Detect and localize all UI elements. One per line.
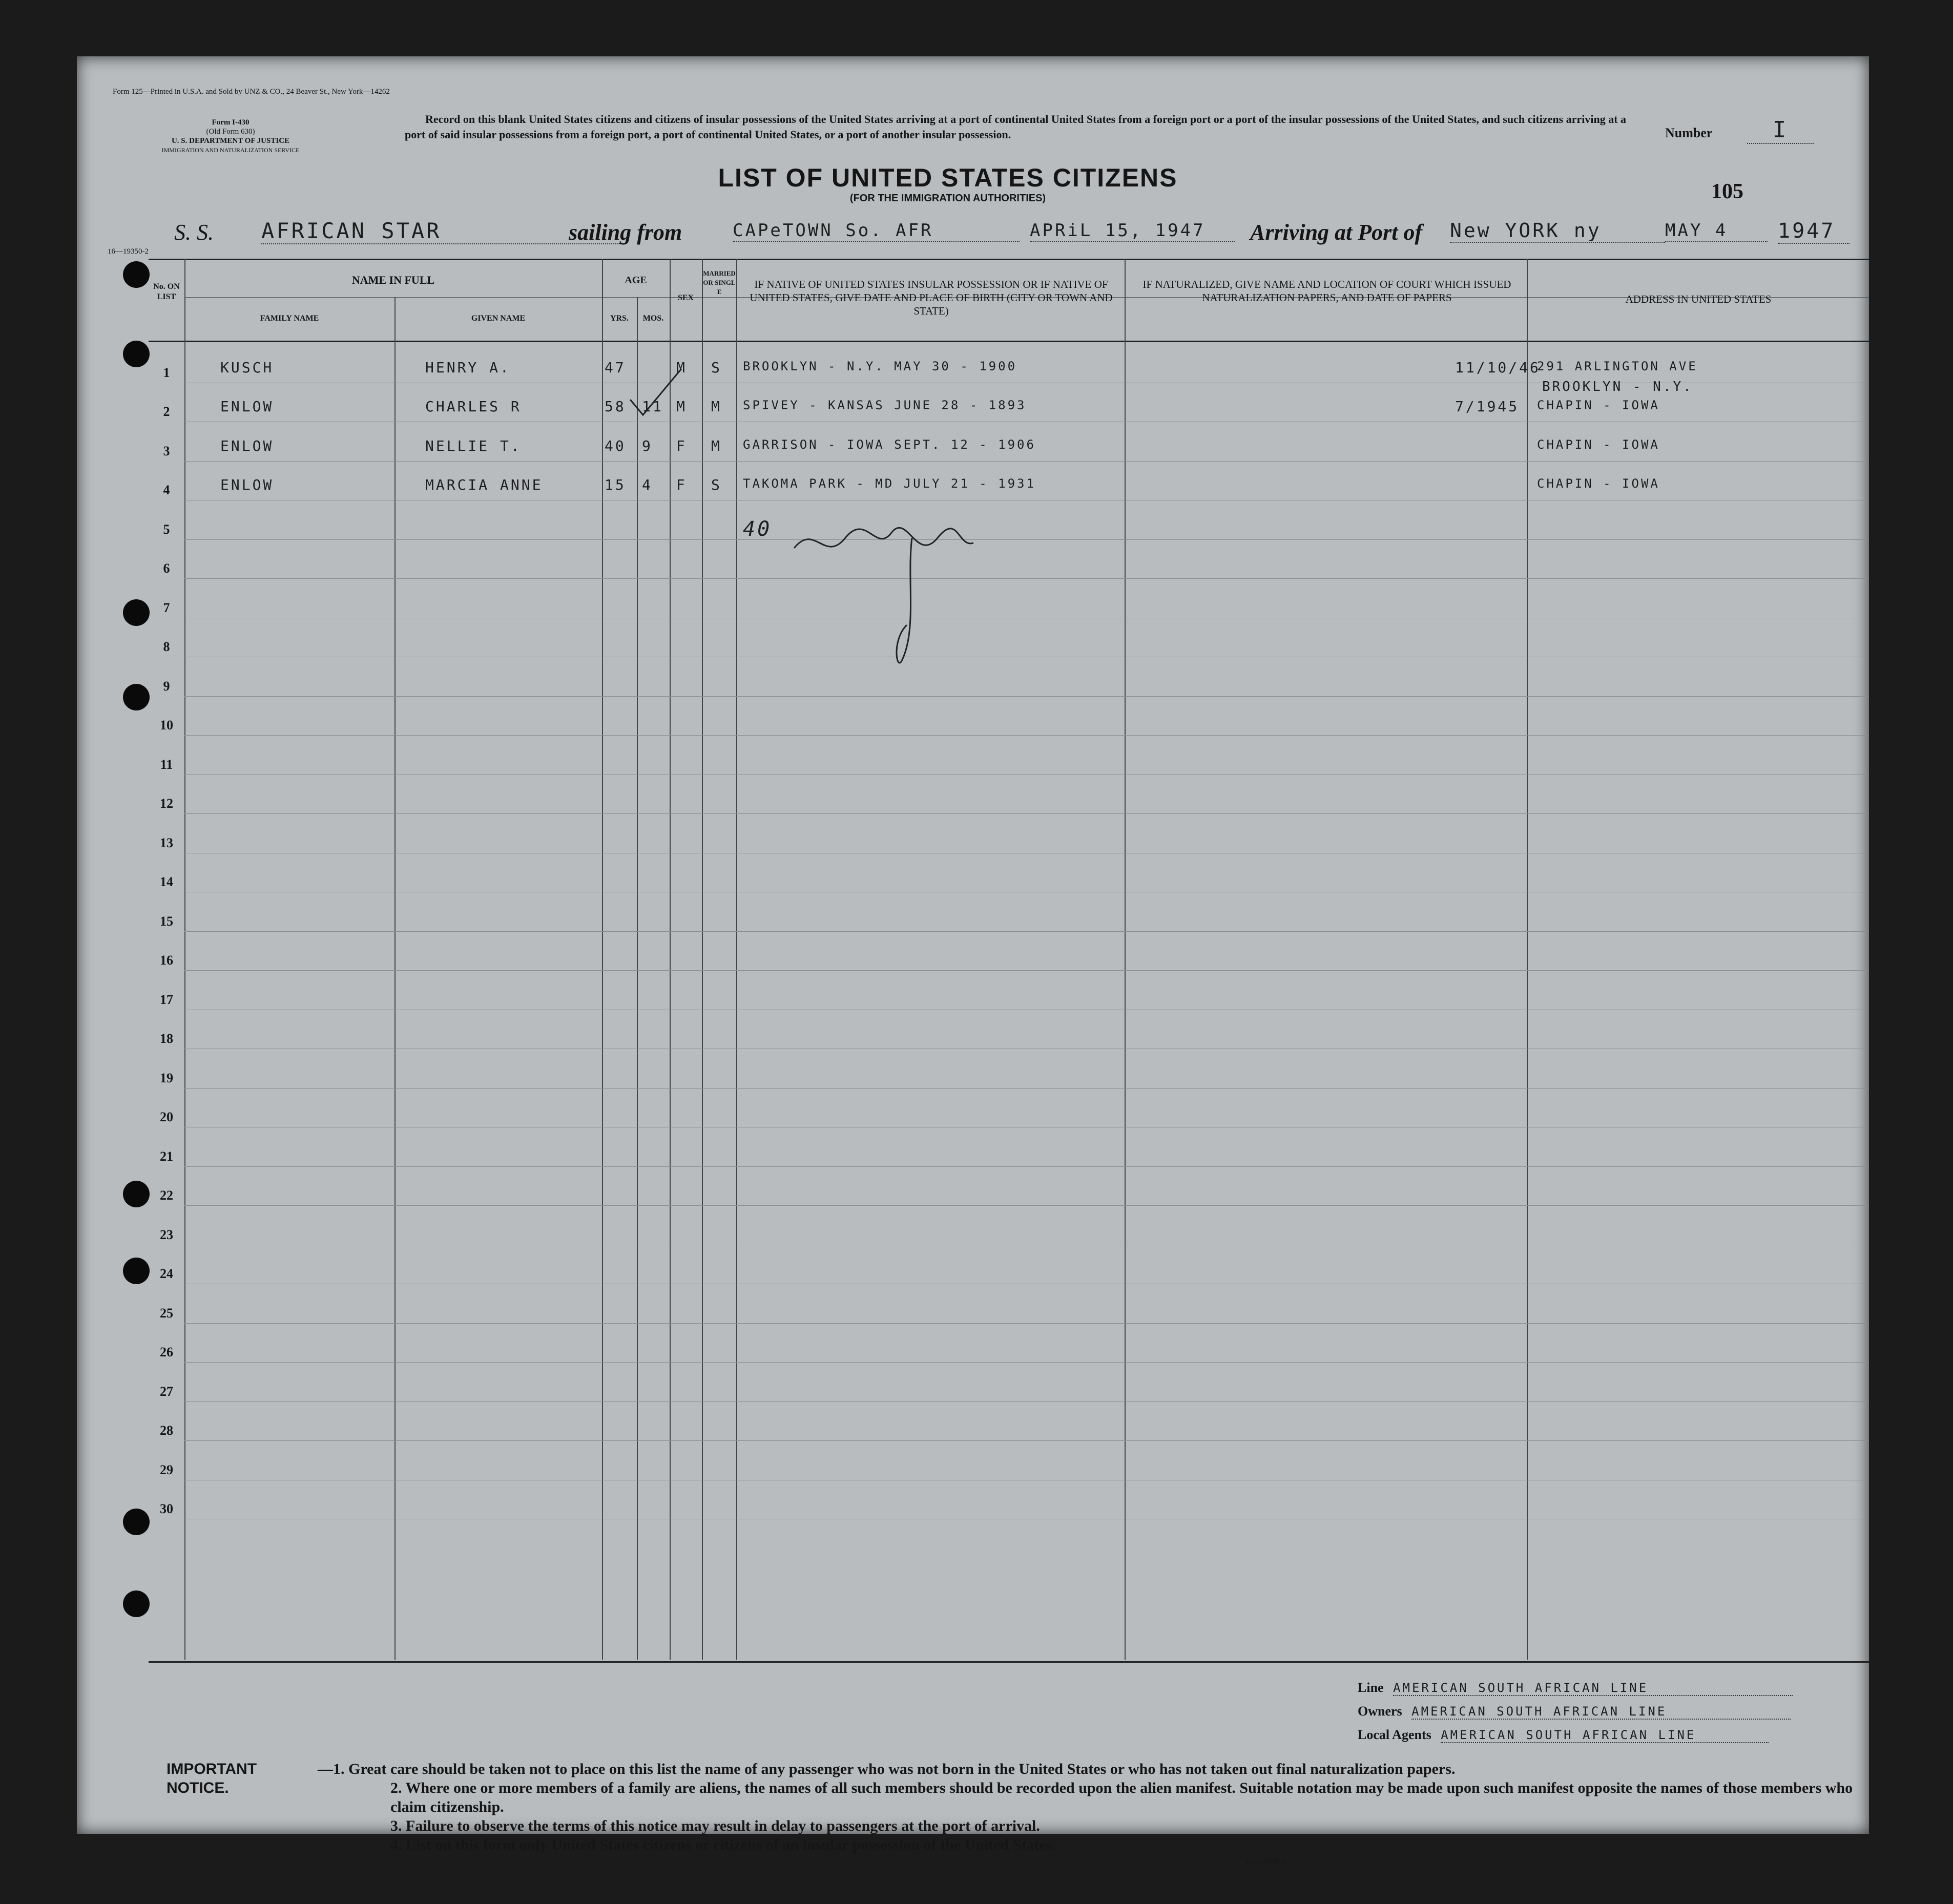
- department: U. S. DEPARTMENT OF JUSTICE: [171, 137, 290, 145]
- form-printer-line: Form 125—Printed in U.S.A. and Sold by UNZ & CO., 24 Beaver St., New York—14262: [113, 88, 390, 96]
- row-rule: [184, 970, 1869, 971]
- family-name-cell: KUSCH: [220, 359, 274, 376]
- given-name-cell: MARCIA ANNE: [425, 476, 543, 493]
- manifest-table: [149, 259, 1869, 1663]
- row-number: 17: [160, 992, 173, 1007]
- row-number: 29: [160, 1462, 173, 1477]
- punch-hole: [123, 341, 150, 367]
- birth-cell: GARRISON - IOWA SEPT. 12 - 1906: [743, 437, 1036, 452]
- naturalization-cell: 11/10/46: [1455, 359, 1541, 376]
- col-line: [394, 297, 396, 1660]
- row-number: 14: [160, 874, 173, 889]
- marital-status-cell: S: [711, 476, 722, 493]
- notice-item-1: —1. Great care should be taken not to place on this list the name of any passenger who was not born in the United States or who has not taken out final naturalization papers.: [318, 1761, 1456, 1777]
- row-number: 1: [163, 365, 170, 380]
- row-number: 19: [160, 1070, 173, 1085]
- birth-cell: BROOKLYN - N.Y. MAY 30 - 1900: [743, 359, 1017, 373]
- punch-hole: [123, 684, 150, 710]
- col-line: [1527, 259, 1528, 1660]
- given-name-cell: CHARLES R: [425, 398, 522, 415]
- row-rule: [184, 1088, 1869, 1089]
- col-line: [1125, 259, 1126, 1660]
- punch-hole: [123, 1258, 150, 1284]
- row-rule: [184, 539, 1869, 540]
- instructions-text: Record on this blank United States citizens and citizens of insular possessions of the United States arriving at a port of continental United States from a foreign port or a port of the insular possessions of the United States, and such citizens arriving at a port of said insular possessions from a foreign port, a port of continental United States, or a port of another insular possession.: [405, 113, 1627, 141]
- row-rule: [184, 1166, 1869, 1167]
- col-naturalized: IF NATURALIZED, GIVE NAME AND LOCATION OF COURT WHICH ISSUED NATURALIZATION PAPERS, AND DATE OF PAPERS: [1142, 278, 1511, 304]
- row-number: 24: [160, 1266, 173, 1281]
- col-married-single: MARRIED OR SINGLE: [703, 269, 736, 296]
- row-number: 18: [160, 1031, 173, 1046]
- row-rule: [184, 813, 1869, 814]
- footer-code: 16—19350-2: [1245, 1857, 1286, 1866]
- handwritten-annotation: 40: [743, 517, 772, 541]
- agents-value: AMERICAN SOUTH AFRICAN LINE: [1441, 1728, 1769, 1743]
- row-number: 13: [160, 835, 173, 850]
- service: IMMIGRATION AND NATURALIZATION SERVICE: [161, 147, 300, 154]
- age-mos-cell: 9: [642, 437, 653, 454]
- notice-item-3: 3. Failure to observe the terms of this notice may result in delay to passengers at the port of arrival.: [390, 1817, 1040, 1834]
- row-rule: [184, 1323, 1869, 1324]
- row-rule: [184, 461, 1869, 462]
- number-label: Number: [1665, 125, 1713, 140]
- row-number: 11: [160, 757, 173, 772]
- row-rule: [184, 696, 1869, 697]
- age-yrs-cell: 15: [605, 476, 626, 493]
- row-number: 15: [160, 913, 173, 929]
- row-rule: [184, 931, 1869, 932]
- sex-cell: M: [676, 359, 687, 376]
- punch-hole: [123, 1509, 150, 1535]
- row-number: 3: [163, 443, 170, 458]
- col-line: [736, 259, 737, 1660]
- manifest-page: [77, 56, 1869, 1866]
- naturalization-cell: 7/1945: [1455, 398, 1520, 415]
- address-line-2: BROOKLYN - N.Y.: [1542, 379, 1693, 394]
- line-block: [1358, 1680, 1850, 1751]
- row-number: 9: [163, 678, 170, 694]
- arriving-label: Arriving at Port of: [1250, 220, 1423, 245]
- col-name-in-full: NAME IN FULL: [351, 274, 435, 286]
- family-name-cell: ENLOW: [220, 476, 274, 493]
- arrival-date: MAY 4: [1665, 220, 1768, 242]
- sex-cell: F: [676, 437, 687, 454]
- notice-item-4: 4. List on this form only United States citizens or citizens of an insular possession of the United States.: [390, 1836, 1056, 1853]
- birth-cell: SPIVEY - KANSAS JUNE 28 - 1893: [743, 398, 1027, 412]
- row-number: 7: [163, 600, 170, 615]
- notice-label: IMPORTANT NOTICE.: [167, 1761, 257, 1796]
- age-yrs-cell: 40: [605, 437, 626, 454]
- age-mos-cell: 4: [642, 476, 653, 493]
- page-title: LIST OF UNITED STATES CITIZENS: [718, 163, 1178, 192]
- row-number: 4: [163, 483, 170, 497]
- sex-cell: F: [676, 476, 687, 493]
- punch-hole: [123, 1591, 150, 1617]
- given-name-cell: HENRY A.: [425, 359, 511, 376]
- punch-hole: [123, 599, 150, 626]
- row-rule: [184, 735, 1869, 736]
- agents-label: Local Agents: [1358, 1727, 1431, 1742]
- row-rule: [184, 1205, 1869, 1206]
- given-name-cell: NELLIE T.: [425, 437, 522, 454]
- line-value: AMERICAN SOUTH AFRICAN LINE: [1393, 1681, 1793, 1696]
- col-mos: MOS.: [642, 314, 664, 323]
- col-line: [637, 297, 638, 1660]
- col-line: [670, 259, 671, 1660]
- row-number: 16: [160, 953, 173, 968]
- col-family-name: FAMILY NAME: [260, 314, 319, 323]
- row-number: 6: [163, 561, 170, 576]
- col-given-name: GIVEN NAME: [471, 314, 526, 323]
- side-code: 16—19350-2: [108, 247, 149, 256]
- ss-label: S. S.: [174, 220, 214, 245]
- age-yrs-cell: 47: [605, 359, 626, 376]
- row-number: 30: [160, 1501, 173, 1516]
- address-cell: CHAPIN - IOWA: [1537, 398, 1660, 412]
- row-rule: [184, 1362, 1869, 1363]
- punch-hole: [123, 261, 150, 288]
- col-no-on-list: No. ON LIST: [153, 282, 180, 301]
- marital-status-cell: S: [711, 359, 722, 376]
- address-cell: CHAPIN - IOWA: [1537, 437, 1660, 452]
- address-cell: 291 ARLINGTON AVE: [1537, 359, 1698, 373]
- arrival-year: 1947: [1778, 219, 1850, 244]
- marital-status-cell: M: [711, 437, 722, 454]
- row-rule: [184, 578, 1869, 579]
- form-number: Form I-430: [212, 118, 250, 127]
- arrival-port: New YORK ny: [1450, 219, 1665, 243]
- col-line: [184, 259, 185, 1660]
- check-mark: [620, 364, 692, 425]
- row-number: 25: [160, 1305, 173, 1321]
- birth-cell: TAKOMA PARK - MD JULY 21 - 1931: [743, 476, 1036, 491]
- line-label: Line: [1358, 1680, 1384, 1695]
- age-yrs-cell: 58: [605, 398, 626, 415]
- col-line: [602, 259, 603, 1660]
- row-number: 27: [160, 1384, 173, 1399]
- col-address: ADDRESS IN UNITED STATES: [1625, 293, 1772, 305]
- owners-value: AMERICAN SOUTH AFRICAN LINE: [1411, 1704, 1791, 1720]
- family-name-cell: ENLOW: [220, 437, 274, 454]
- row-number: 21: [160, 1148, 173, 1164]
- row-number: 22: [160, 1188, 173, 1203]
- row-number: 26: [160, 1345, 173, 1359]
- form-block: [154, 118, 307, 155]
- sex-cell: M: [676, 398, 687, 415]
- row-number: 8: [163, 639, 170, 654]
- row-number: 10: [160, 718, 173, 733]
- row-number: 5: [163, 521, 170, 537]
- family-name-cell: ENLOW: [220, 398, 274, 415]
- col-line: [702, 259, 703, 1660]
- page-number: 105: [1711, 180, 1743, 203]
- row-number: 20: [160, 1110, 173, 1124]
- number-value: I: [1747, 117, 1814, 144]
- sail-date: APRiL 15, 1947: [1030, 220, 1235, 242]
- row-number: 2: [163, 404, 170, 419]
- row-rule: [184, 1440, 1869, 1441]
- row-rule: [184, 1401, 1869, 1402]
- age-mos-cell: 11: [642, 398, 663, 415]
- ship-name: AFRICAN STAR: [261, 218, 620, 244]
- header-divider: [149, 341, 1869, 342]
- page-subtitle: (FOR THE IMMIGRATION AUTHORITIES): [849, 193, 1046, 204]
- owners-label: Owners: [1358, 1704, 1402, 1719]
- row-number: 23: [160, 1227, 173, 1242]
- row-number: 12: [160, 796, 173, 811]
- old-form: (Old Form 630): [206, 128, 255, 136]
- address-cell: CHAPIN - IOWA: [1537, 476, 1660, 491]
- from-port: CAPeTOWN So. AFR: [733, 220, 1020, 242]
- notice-item-2: 2. Where one or more members of a family are aliens, the names of all such members should be recorded upon the alien manifest. Suitable notation may be made upon such manifest opposite the names of those members who claim citizenship.: [390, 1780, 1853, 1815]
- punch-hole: [123, 1181, 150, 1207]
- col-yrs: YRS.: [610, 314, 629, 323]
- col-sex: SEX: [677, 294, 694, 302]
- sailing-from-label: sailing from: [569, 220, 682, 245]
- col-native-birth: IF NATIVE OF UNITED STATES INSULAR POSSESSION OR IF NATIVE OF UNITED STATES, GIVE DATE AND PLACE OF BIRTH (CITY OR TOWN AND STATE): [750, 278, 1113, 317]
- col-age: AGE: [625, 275, 647, 286]
- marital-status-cell: M: [711, 398, 722, 415]
- signature-scribble: [784, 517, 999, 681]
- row-number: 28: [160, 1423, 173, 1438]
